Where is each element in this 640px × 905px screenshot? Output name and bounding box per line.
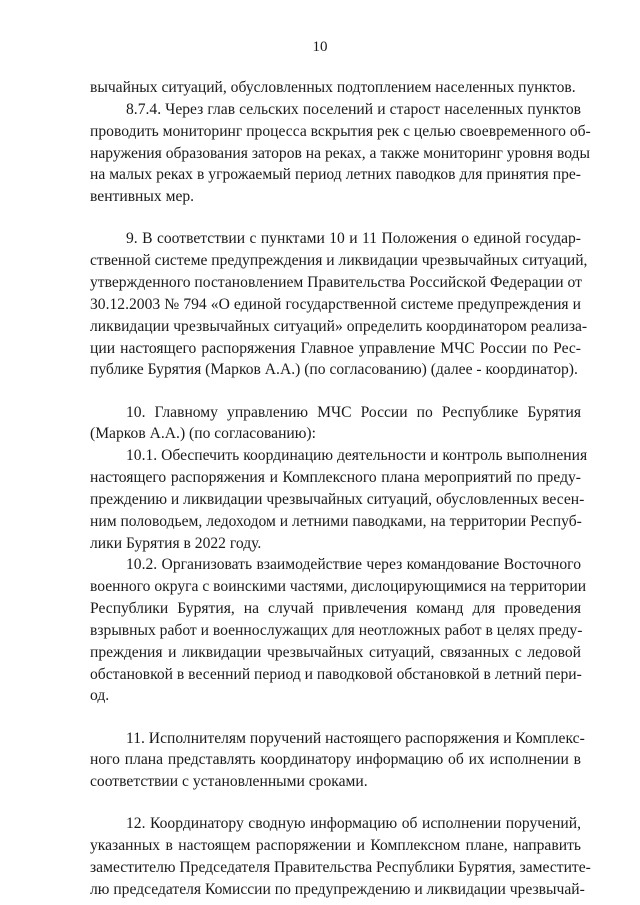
paragraph-line: ного плана представлять координатору информацию об их исполнении в	[90, 751, 581, 769]
paragraph-line: вычайных ситуаций, обусловленных подтоплением населенных пунктов.	[90, 79, 576, 96]
paragraph-line: указанных в настоящем распоряжении и Комплексном плане, направить	[90, 837, 581, 855]
paragraph-line: военного округа с воинскими частями, дислоцирующимися на территории	[90, 578, 587, 596]
paragraph-line: лю председателя Комиссии по предупреждению и ликвидации чрезвычай-	[90, 880, 585, 898]
paragraph-line: (Марков А.А.) (по согласованию):	[90, 425, 316, 443]
paragraph-line: 11. Исполнителям поручений настоящего распоряжения и Комплекс-	[126, 729, 585, 747]
paragraph-line: наружения образования заторов на реках, а также мониторинг уровня воды	[90, 144, 590, 162]
paragraph-line: утвержденного постановлением Правительства Российской Федерации от	[90, 274, 582, 291]
paragraph-line: ственной системе предупреждения и ликвидации чрезвычайных ситуаций,	[90, 252, 588, 270]
paragraph-line: ции настоящего распоряжения Главное управление МЧС России по Рес-	[90, 339, 581, 357]
paragraph-line: преждению и ликвидации чрезвычайных ситуаций, обусловленных весен-	[90, 490, 585, 508]
paragraph-line: 10. Главному управлению МЧС России по Республике Бурятия	[126, 403, 581, 421]
paragraph-line: на малых реках в угрожаемый период летних паводков для принятия пре-	[90, 166, 581, 184]
paragraph-line: проводить мониторинг процесса вскрытия рек с целью своевременного об-	[90, 122, 591, 140]
paragraph-line: взрывных работ и военнослужащих для неотложных работ в целях преду-	[90, 621, 583, 639]
paragraph-line: ликвидации чрезвычайных ситуаций» определить координатором реализа-	[90, 317, 588, 335]
paragraph-line: Республики Бурятия, на случай привлечения команд для проведения	[90, 600, 581, 617]
paragraph-line: публике Бурятия (Марков А.А.) (по согласованию) (далее - координатор).	[90, 361, 578, 379]
paragraph-line: настоящего распоряжения и Комплексного плана мероприятий по преду-	[90, 469, 581, 486]
paragraph-line: соответствии с установленными сроками.	[90, 773, 368, 791]
paragraph-line: заместителю Председателя Правительства Республики Бурятия, заместите-	[90, 859, 591, 876]
paragraph-line: ним половодьем, ледоходом и летними паводками, на территории Респуб-	[90, 512, 582, 530]
paragraph-line: 10.1. Обеспечить координацию деятельности и контроль выполнения	[126, 447, 588, 465]
paragraph-line: 9. В соответствии с пунктами 10 и 11 Положения о единой государ-	[126, 230, 581, 248]
page-number: 10	[312, 39, 328, 55]
paragraph-line: лики Бурятия в 2022 году.	[90, 534, 262, 552]
paragraph-line: 10.2. Организовать взаимодействие через командование Восточного	[126, 556, 581, 574]
paragraph-line: вентивных мер.	[90, 188, 195, 206]
paragraph-line: 30.12.2003 № 794 «О единой государственной системе предупреждения и	[90, 295, 581, 313]
paragraph-line: од.	[90, 687, 110, 705]
paragraph-line: преждения и ликвидации чрезвычайных ситуаций, связанных с ледовой	[90, 643, 581, 661]
paragraph-line: 12. Координатору сводную информацию об исполнении поручений,	[126, 815, 581, 833]
paragraph-line: обстановкой в весенний период и паводковой обстановкой в летний пери-	[90, 665, 582, 683]
paragraph-line: 8.7.4. Через глав сельских поселений и старост населенных пунктов	[126, 100, 581, 118]
